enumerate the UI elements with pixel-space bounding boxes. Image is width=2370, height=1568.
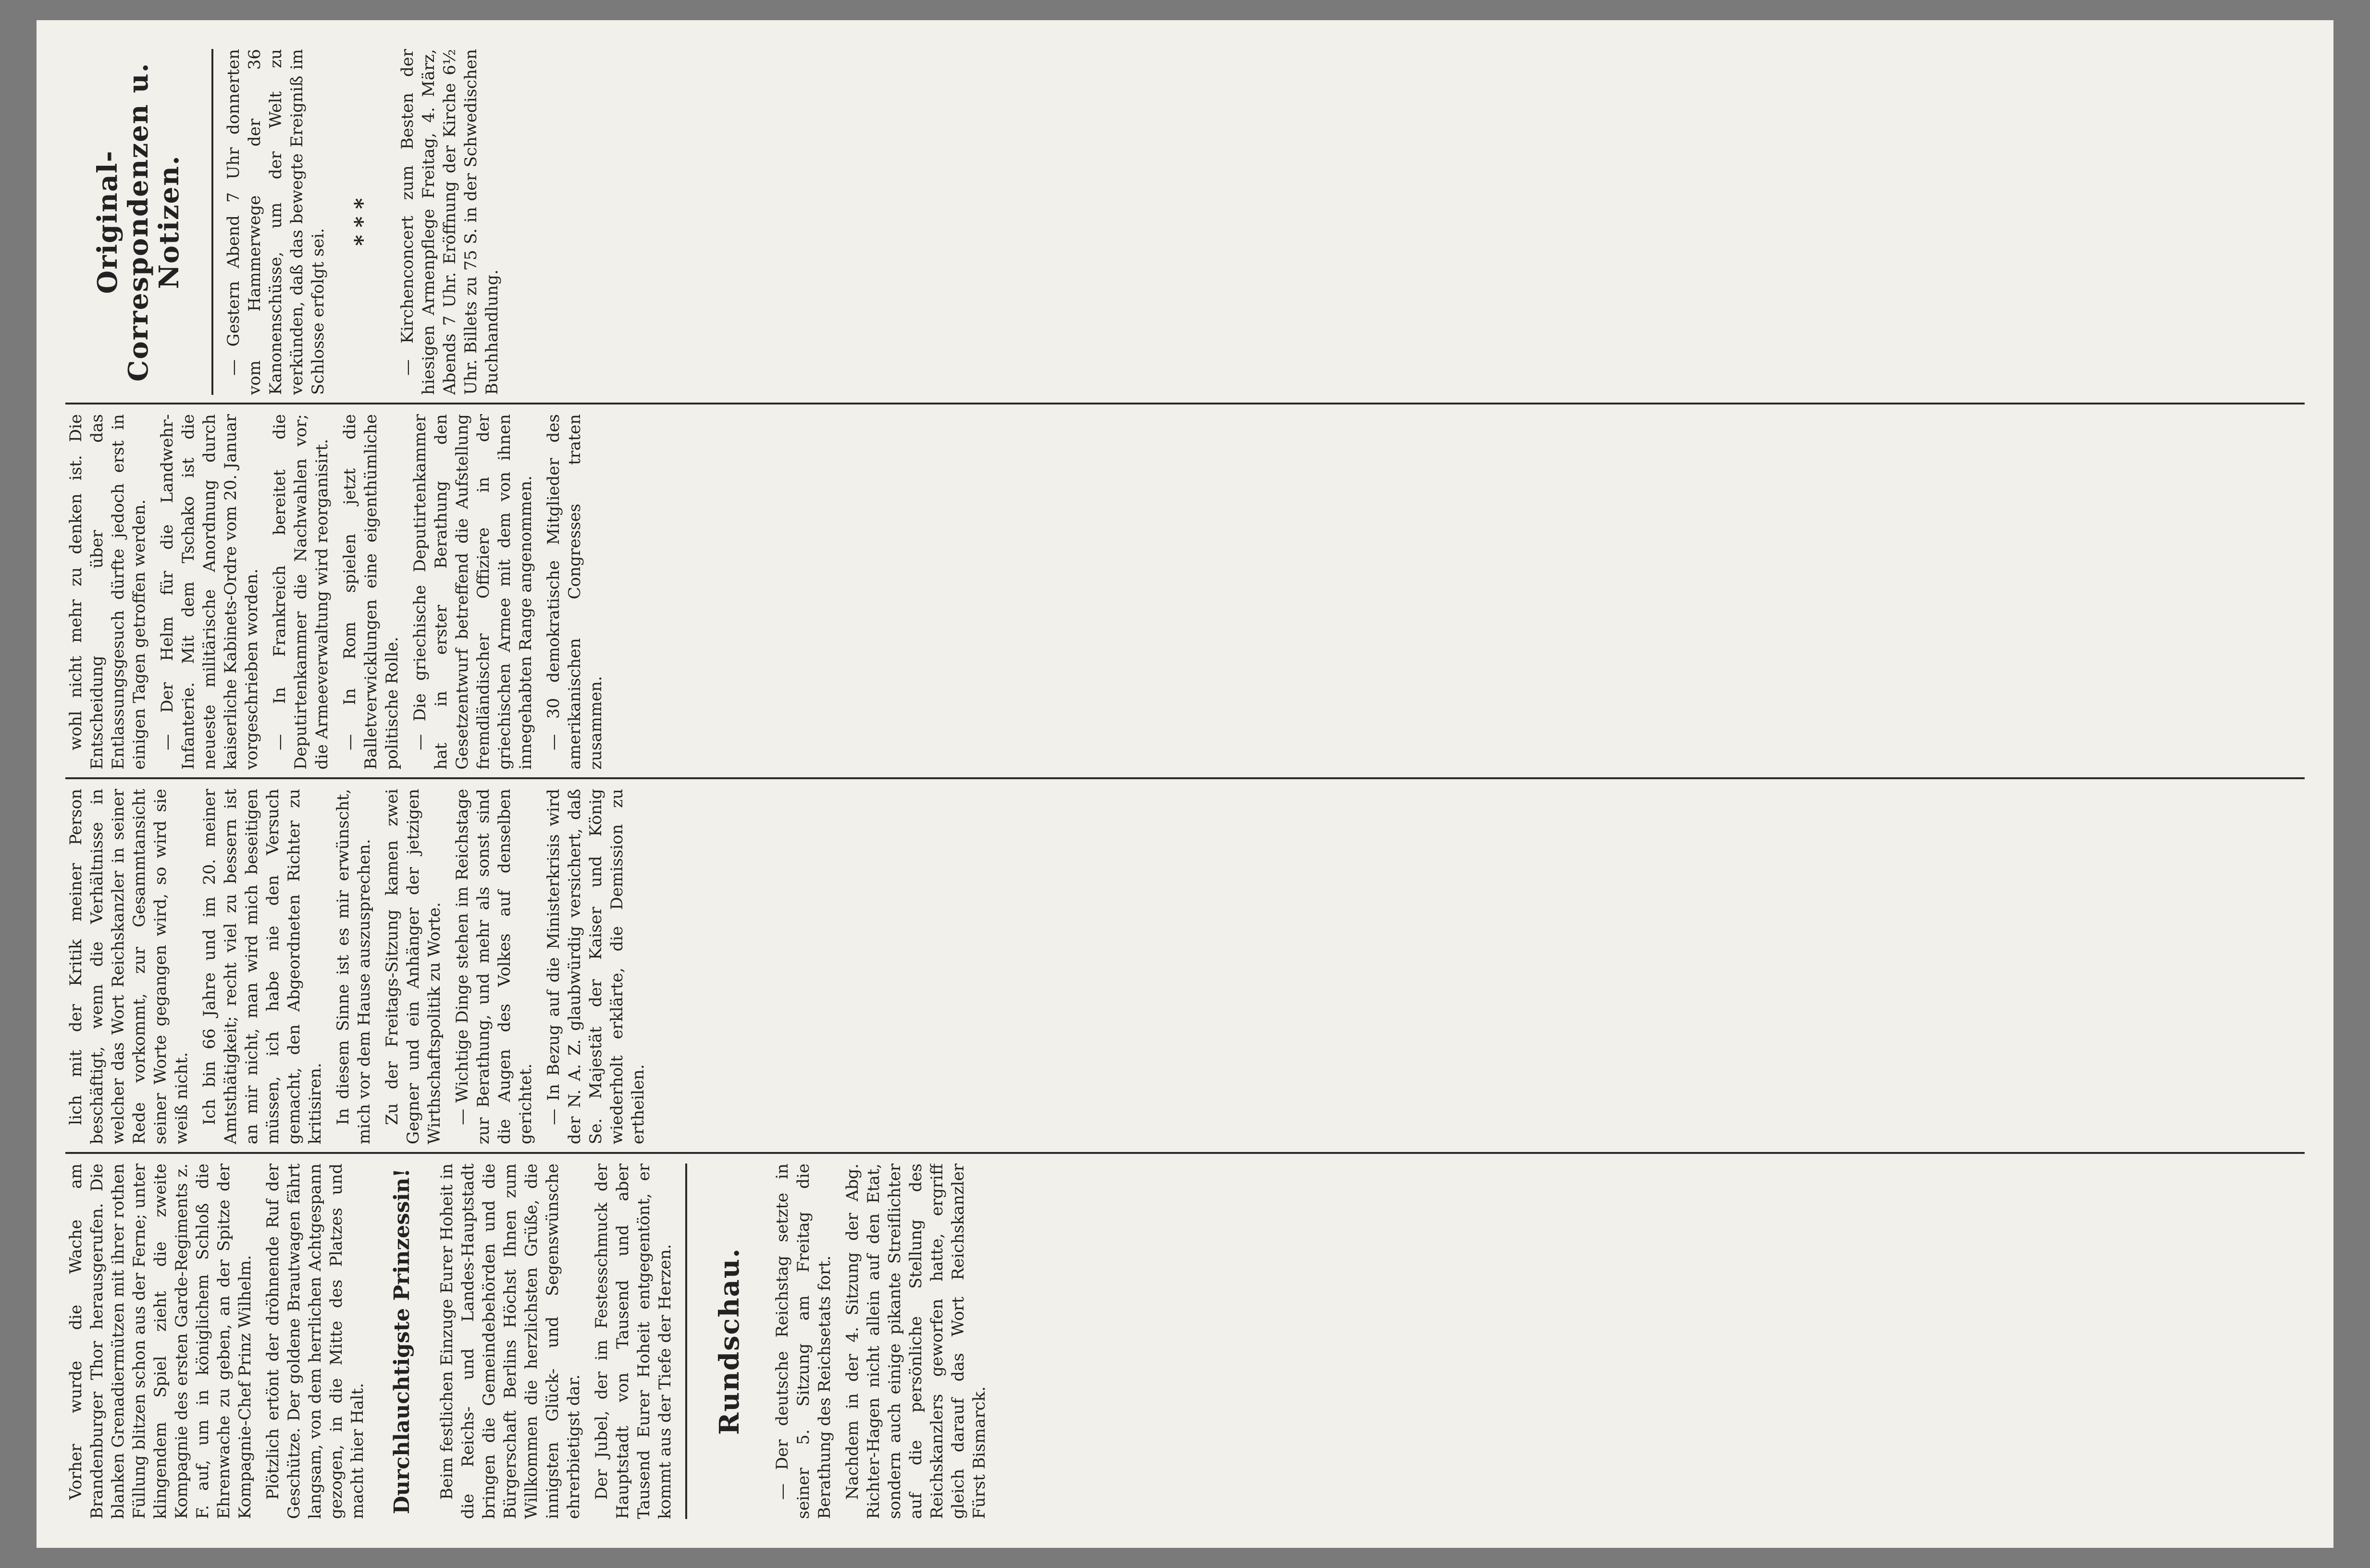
col4-para-1: — Gestern Abend 7 Uhr donnerten vom Hammerwege der 36 Kanonenschüsse, um der Welt zu verkünden, daß das bewegte Ereigniß im Schlosse erfolgt sei. — [224, 49, 328, 395]
column-2 — [65, 789, 2305, 1144]
col4-para-2: — Kirchenconcert zum Besten der hiesigen Armenpflege Freitag, 4. März, Abends 7 Uhr. Eröffnung der Kirche 6½ Uhr. Billets zu 75 S. in der Schwedischen Buchhandlung. — [398, 49, 502, 395]
column-divider-3 — [65, 403, 2305, 404]
col3-para-1: wohl nicht mehr zu denken ist. Die Entscheidung über das Entlassungsgesuch dürfte jedoch erst in einigen Tagen getroffen werden. — [66, 414, 149, 770]
col2-para-5: — Wichtige Dinge stehen im Reichstage zur Berathung, und mehr als sonst sind die Augen des Volkes auf denselben gerichtet. — [453, 789, 535, 1144]
column-1 — [65, 1164, 2305, 1519]
rundschau-para-1: — Der deutsche Reichstag setzte in seiner 5. Sitzung am Freitag die Berathung des Reichsetats fort. — [773, 1164, 834, 1519]
col3-para-3: — In Frankreich bereitet die Deputirtenkammer die Nachwahlen vor; die Armeeverwaltung wird reorganisirt. — [270, 414, 332, 770]
col1-section-divider — [685, 1164, 687, 1519]
col4-title-rule — [211, 49, 213, 395]
col1-para-1: Vorher wurde die Wache am Brandenburger Thor herausgerufen. Die blanken Grenadiermützen mit ihrer rothen Füllung blitzen schon aus der Ferne; unter klingendem Spiel zieht die zweite Kompagnie des ersten Garde-Regiments z. F. auf, um in königlichem Schloß die Ehrenwache zu geben, an der Spitze der Kompagnie-Chef Prinz Wilhelm. — [66, 1164, 255, 1519]
correspondence-title: Original-Correspondenzen u. Notizen. — [92, 62, 185, 382]
rundschau-title: Rundschau. — [714, 1248, 745, 1435]
col3-para-2: — Der Helm für die Landwehr-Infanterie. Mit dem Tschako ist die neueste militärische Anordnung durch kaiserliche Kabinets-Ordre vom 20. Januar vorgeschrieben worden. — [158, 414, 261, 770]
col2-para-3: In diesem Sinne ist es mir erwünscht, mich vor dem Hause auszusprechen. — [333, 789, 374, 1144]
col2-para-4: Zu der Freitags-Sitzung kamen zwei Gegner und ein Anhänger der jetzigen Wirthschaftspolitik zu Worte. — [383, 789, 444, 1144]
col3-para-5: — Die griechische Deputirtenkammer hat in erster Berathung den Gesetzentwurf betreffend die Aufstellung fremdländischer Offiziere in der griechischen Armee mit dem von ihnen innegehabten Range angenommen. — [410, 414, 535, 770]
col1-para-2: Plötzlich ertönt der dröhnende Ruf der Geschütze. Der goldene Brautwagen fährt langsam, von dem herrlichen Achtgespann gezogen, in die Mitte des Platzes und macht hier Halt. — [263, 1164, 367, 1519]
column-divider-2 — [65, 777, 2305, 779]
column-3 — [65, 414, 2305, 770]
col4-asterisks: * * * — [350, 198, 375, 246]
col2-para-6: — In Bezug auf die Ministerkrisis wird der N. A. Z. glaubwürdig versichert, daß Se. Majestät der Kaiser und König wiederholt erklärte, die Demission zu ertheilen. — [544, 789, 648, 1144]
col1-para-3: Beim festlichen Einzuge Eurer Hoheit in die Reichs- und Landes-Hauptstadt bringen die Gemeindebehörden und die Bürgerschaft Berlins Höchst Ihnen zum Willkommen die herzlichsten Grüße, die innigsten Glück- und Segenswünsche ehrerbietigst dar. — [437, 1164, 583, 1519]
col3-para-6: — 30 demokratische Mitglieder des amerikanischen Congresses traten zusammen. — [544, 414, 605, 770]
col2-para-1: lich mit der Kritik meiner Person beschäftigt, wenn die Verhältnisse in welcher das Wort Reichskanzler in seiner Rede vorkommt, zur Gesammtansicht seiner Worte gegangen wird, so wird sie weiß nicht. — [66, 789, 191, 1144]
col3-para-4: — In Rom spielen jetzt die Balletverwicklungen eine eigenthümliche politische Rolle. — [340, 414, 402, 770]
column-4 — [65, 49, 2305, 395]
col2-para-2: Ich bin 66 Jahre und im 20. meiner Amtsthätigkeit; recht viel zu bessern ist an mir nicht, man wird mich beseitigen müssen, ich habe nie den Versuch gemacht, den Abgeordneten Richter zu kritisiren. — [200, 789, 325, 1144]
column-divider-1 — [65, 1152, 2305, 1154]
col1-para-4: Der Jubel, der im Festesschmuck der Hauptstadt von Tausend und aber Tausend Eurer Hoheit entgegentönt, er kommt aus der Tiefe der Herzen. — [592, 1164, 675, 1519]
newspaper-page — [37, 20, 2333, 1548]
col1-address-heading: Durchlauchtigste Prinzessin! — [390, 1168, 414, 1514]
rundschau-para-2: Nachdem in der 4. Sitzung der Abg. Richter-Hagen nicht allein auf den Etat, sondern auch einige pikante Streiflichter auf die persönliche Stellung des Reichskanzlers geworfen hatte, ergriff gleich darauf das Wort Reichskanzler Fürst Bismarck. — [843, 1164, 989, 1519]
